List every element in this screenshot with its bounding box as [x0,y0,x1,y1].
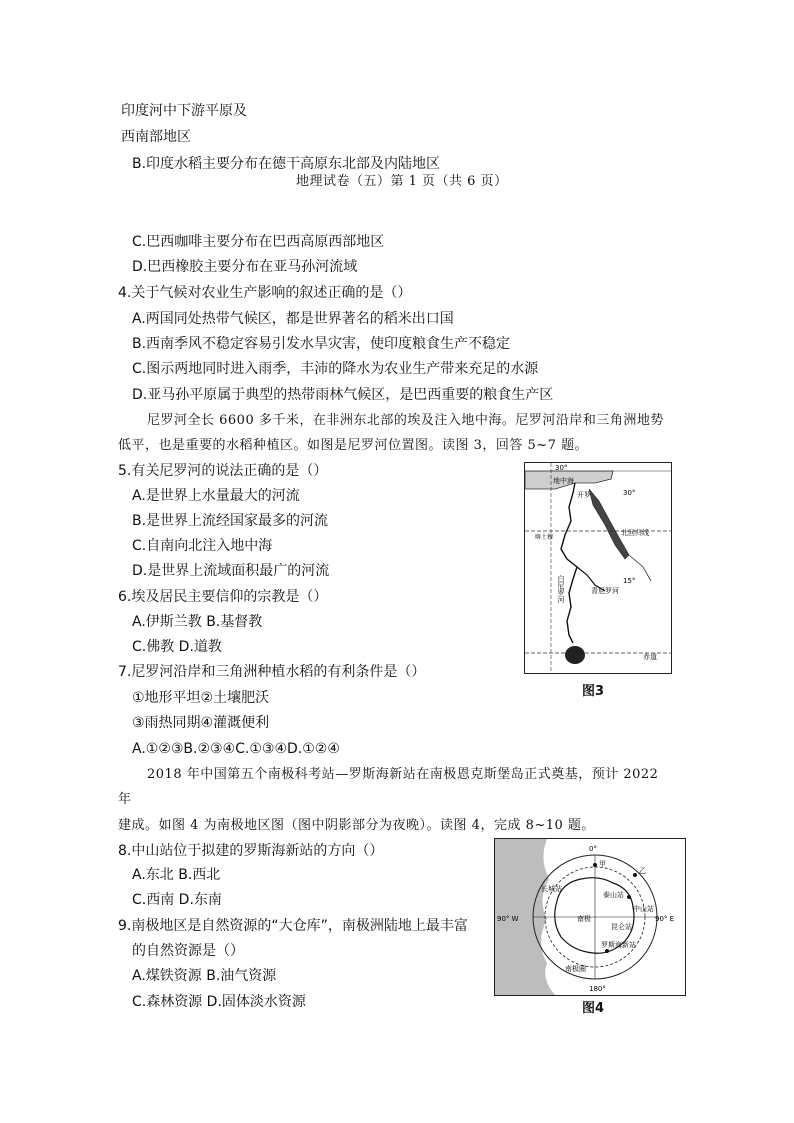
nile-intro-1: 尼罗河全长 6600 多千米，在非洲东北部的埃及注入地中海。尼罗河沿岸和三角洲地势 [147,413,664,428]
blue-nile-label: 青尼罗河 [591,587,619,595]
yi-label: 乙 [639,867,646,875]
q8-option-cd: C.西南 D.东南 [132,892,222,908]
q4-option-a: A.两国同处热带气候区，都是世界著名的稻米出口国 [132,311,454,327]
red-sea [589,489,629,559]
q7-item-12: ①地形平坦②土壤肥沃 [132,690,270,706]
rossnew-dot [605,949,609,953]
q4-option-b: B.西南季风不稳定容易引发水旱灾害，使印度粮食生产不稳定 [132,336,511,352]
sea-label: 地中海 [553,477,574,485]
header-line-1: 印度河中下游平原及 [121,103,247,119]
pole-label: 南极 [577,915,591,923]
lat30-top-label: 30° [555,464,568,472]
q3-option-b: B.印度水稻主要分布在德干高原东北部及内陆地区 [132,156,441,172]
fig4-caption: 图4 [582,1001,605,1016]
q9-stem-2: 的自然资源是（） [132,943,244,959]
q5-option-d: D.是世界上流域面积最广的河流 [132,563,330,579]
taishan-label: 泰山站 [603,891,624,899]
q6-option-cd: C.佛教 D.道教 [132,639,222,655]
q9-option-cd: C.森林资源 D.固体淡水资源 [132,994,306,1010]
antarctica-map-figure [494,838,686,996]
khartoum-label: 喀土穆 [535,534,554,541]
antarctic-intro-3: 建成。如图 4 为南极地区图（图中阴影部分为夜晚）。读图 4，完成 8~10 题。 [118,818,595,833]
nile-map [525,463,671,673]
q8-stem: 8.中山站位于拟建的罗斯海新站的方向（） [118,843,384,859]
page-footer: 地理试卷（五）第 1 页（共 6 页） [296,174,508,189]
point-yi [633,873,637,877]
east-label: 90° E [655,915,675,923]
zhongshan-label: 中山站 [633,905,654,913]
changcheng-label: 长城站 [541,885,562,893]
q6-option-ab: A.伊斯兰教 B.基督教 [132,614,263,630]
header-line-2: 西南部地区 [121,129,191,145]
circle-label: 南极圈 [565,965,586,973]
q5-option-c: C.自南向北注入地中海 [132,538,273,554]
q5-option-b: B.是世界上流经国家最多的河流 [132,513,329,529]
q4-option-c: C.图示两地同时进入雨季，丰沛的降水为农业生产带来充足的水源 [132,361,539,377]
q7-choices: A.①②③B.②③④C.①③④D.①②④ [132,741,340,757]
q7-stem: 7.尼罗河沿岸和三角洲种植水稻的有利条件是（） [118,664,426,680]
lat30-right-label: 30° [623,489,636,497]
q9-stem-1: 9.南极地区是自然资源的“大仓库”，南极洲陆地上最丰富 [118,918,468,934]
lat15-label: 15° [623,577,636,585]
jia-label: 甲 [599,860,606,868]
lake-victoria [565,646,585,664]
fig3-caption: 图3 [582,684,605,699]
q7-item-34: ③雨热同期④灌溉便利 [132,715,270,731]
tropic-label: 北回归线 [621,529,649,537]
nile-river [561,483,577,643]
cairo-label: 开罗 [577,491,591,499]
q8-option-ab: A.东北 B.西北 [132,867,221,883]
bottom-label: 180° [589,985,606,993]
q5-option-a: A.是世界上水量最大的河流 [132,488,300,504]
zhongshan-dot [627,895,631,899]
antarctic-intro-2: 年 [118,792,132,807]
q3-option-d: D.巴西橡胶主要分布在亚马孙河流域 [132,259,358,275]
q6-stem: 6.埃及居民主要信仰的宗教是（） [118,589,328,605]
equator-label: 赤道 [643,653,657,661]
kunlun-label: 昆仑站 [611,923,632,931]
antarctica-map [495,839,685,995]
top-label: 0° [589,845,597,853]
q4-option-d: D.亚马孙平原属于典型的热带雨林气候区，是巴西重要的粮食生产区 [132,387,554,403]
point-jia [593,863,597,867]
west-label: 90° W [497,915,519,923]
q5-stem: 5.有关尼罗河的说法正确的是（） [118,463,328,479]
q3-option-c: C.巴西咖啡主要分布在巴西高原西部地区 [132,234,385,250]
white-nile-label: 白尼罗河 [557,575,565,603]
rossnew-label: 罗斯海新站 [601,941,636,949]
nile-map-figure [524,462,672,674]
q4-stem: 4.关于气候对农业生产影响的叙述正确的是（） [118,285,412,301]
antarctic-intro-1: 2018 年中国第五个南极科考站—罗斯海新站在南极恩克斯堡岛正式奠基，预计 2022 [147,767,659,782]
nile-intro-2: 低平，也是重要的水稻种植区。如图是尼罗河位置图。读图 3，回答 5~7 题。 [118,438,589,453]
q9-option-ab: A.煤铁资源 B.油气资源 [132,968,277,984]
